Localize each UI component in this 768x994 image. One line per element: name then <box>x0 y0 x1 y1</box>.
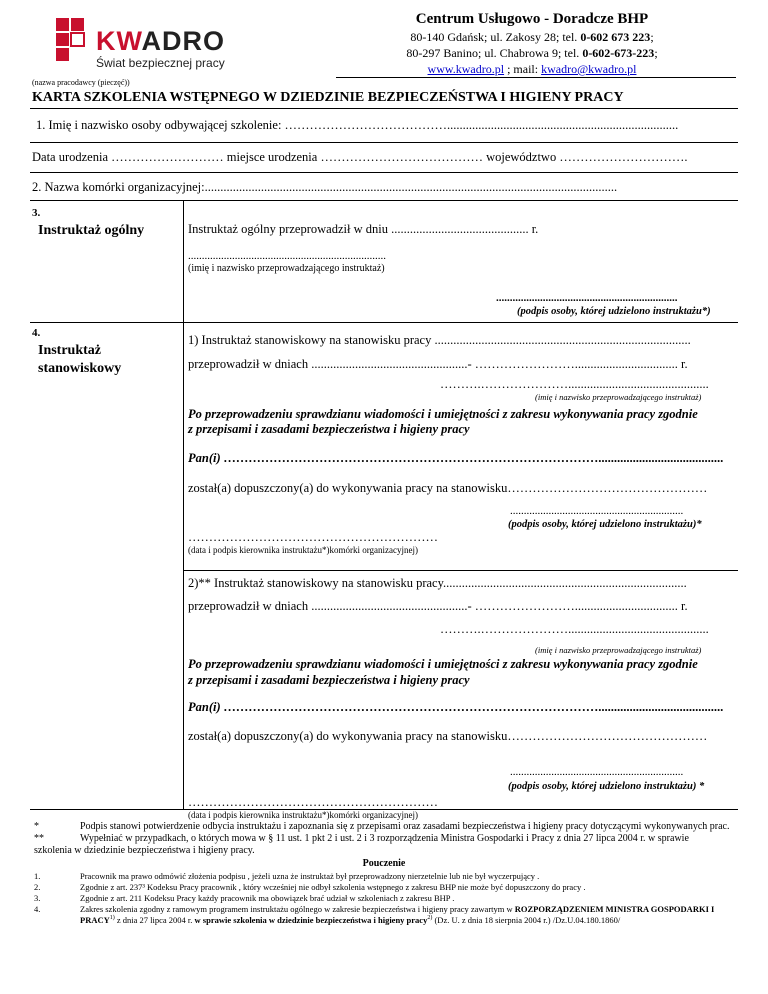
rule-section3 <box>30 322 738 323</box>
address-line-2 <box>332 45 732 61</box>
footnote-dstar-text-b: szkolenia w dziedzinie bezpieczeństwa i higieny pracy. <box>34 845 255 856</box>
general-instructor-dots[interactable]: ........................................................................ <box>188 250 386 262</box>
row-birth-data[interactable]: Data urodzenia ……………………… miejsce urodzenia ………………………………… województwo …………………………. <box>32 150 688 164</box>
rule-title <box>30 108 738 109</box>
footnote-dstar-text-a: Wypełniać w przypadkach, o których mowa w § 11 ust. 1 pkt 2 i ust. 2 i 3 rozporządzenia Ministra Gospodarki i Pracy z dnia 27 lipca 2004 r. w sprawie <box>80 833 689 844</box>
rule-row2 <box>30 172 738 173</box>
address1-pre: 80-140 Gdańsk; ul. Zakosy 28; tel. <box>410 30 581 44</box>
b2-dates-field[interactable]: przeprowadził w dniach ..................................................- ……………………................................. r. <box>188 599 688 613</box>
pouczenie-4-sup2: 2) <box>427 915 433 922</box>
b1-manager-caption: (data i podpis kierownika instruktażu*)komórki organizacyjnej) <box>188 545 419 555</box>
b2-position-field[interactable]: 2)** Instruktaż stanowiskowy na stanowisku pracy.............................................................................. <box>188 576 687 590</box>
logo-w: W <box>116 26 142 56</box>
b2-verdict-line2: z przepisami i zasadami bezpieczeństwa i higieny pracy <box>188 673 470 687</box>
b2-manager-dots[interactable]: …………………………………………………… <box>188 795 438 809</box>
footnote-star-mark: * <box>34 821 39 832</box>
b1-admitted-field[interactable]: został(a) dopuszczony(a) do wykonywania pracy na stanowisku………………………………………… <box>188 481 708 495</box>
general-date-field[interactable]: Instruktaż ogólny przeprowadził w dniu ............................................ r. <box>188 222 539 236</box>
pouczenie-3-text: Zgodnie z art. 211 Kodeksu Pracy każdy pracownik ma obowiązek brać udział w szkoleniach z zakresu BHP . <box>80 893 455 903</box>
pouczenie-3-num: 3. <box>34 893 41 903</box>
row-org-unit[interactable]: 2. Nazwa komórki organizacyjnej:.................................................................................................................................... <box>32 180 618 194</box>
b1-dates-field[interactable]: przeprowadził w dniach ..................................................- ……………………................................. r. <box>188 357 688 371</box>
b1-signature-dots[interactable]: ............................................................... <box>510 505 684 517</box>
section4-heading-line1: Instruktaż <box>38 343 102 358</box>
b1-pan-field[interactable]: Pan(i) ………………………………………………………………………………........................................ <box>188 451 724 465</box>
pouczenie-4-line2-bold-b: w sprawie szkolenia w dziedzinie bezpieczeństwa i higieny pracy <box>194 915 428 925</box>
b1-instructor-dots[interactable]: ……….…………………............................................. <box>440 377 709 391</box>
b1-position-field[interactable]: 1) Instruktaż stanowiskowy na stanowisku pracy .................................................................................. <box>188 333 691 347</box>
b2-admitted-field[interactable]: został(a) dopuszczony(a) do wykonywania pracy na stanowisku………………………………………… <box>188 729 708 743</box>
logo-tagline: Świat bezpiecznej pracy <box>96 56 225 70</box>
logo-brand <box>96 26 225 57</box>
b1-verdict-line2: z przepisami i zasadami bezpieczeństwa i higieny pracy <box>188 422 470 436</box>
address2-post: ; <box>654 46 658 60</box>
b2-pan-field[interactable]: Pan(i) ………………………………………………………………………………........................................ <box>188 700 724 714</box>
pouczenie-1-text: Pracownik ma prawo odmówić złożenia podpisu , jeżeli uzna że instruktaż był przeprowadzony nierzetelnie lub nie był wyczerpujący . <box>80 871 540 881</box>
rule-row1 <box>30 142 738 143</box>
pouczenie-4-text <box>80 904 714 914</box>
section3-heading: Instruktaż ogólny <box>38 223 145 238</box>
employer-stamp-caption: (nazwa pracodawcy (pieczęć)) <box>32 78 130 87</box>
footnote-star-text: Podpis stanowi potwierdzenie odbycia instruktażu i zapoznania się z przepisami oraz zasadami bezpieczeństwa i higieny pracy dotyczącymi wykonywanych prac. <box>80 821 730 832</box>
email-link[interactable]: kwadro@kwadro.pl <box>541 62 637 76</box>
b2-signature-caption: (podpis osoby, której udzielono instruktażu) * <box>508 781 705 792</box>
form-title: KARTA SZKOLENIA WSTĘPNEGO W DZIEDZINIE BEZPIECZEŃSTWA I HIGIENY PRACY <box>32 90 624 105</box>
b2-signature-dots[interactable]: ............................................................... <box>510 766 684 778</box>
section3-number: 3. <box>32 207 41 219</box>
mail-sep: ; mail: <box>504 62 542 76</box>
rule-row3 <box>30 200 738 201</box>
b1-instructor-caption: (imię i nazwisko przeprowadzającego instruktaż) <box>535 392 702 402</box>
logo-squares-icon <box>56 18 96 64</box>
address-line-1 <box>332 29 732 45</box>
b1-manager-dots[interactable]: …………………………………………………… <box>188 530 438 544</box>
general-instructor-caption: (imię i nazwisko przeprowadzającego instruktaż) <box>188 263 385 274</box>
company-name: Centrum Usługowo - Doradcze BHP <box>415 11 649 27</box>
section4-heading-line2: stanowiskowy <box>38 361 122 376</box>
pouczenie-4-text-a: Zakres szkolenia zgodny z ramowym programem instruktażu ogólnego w zakresie bezpieczeństwa i higieny pracy zawartym w <box>80 904 515 914</box>
pouczenie-2-num: 2. <box>34 882 41 892</box>
website-link[interactable]: www.kwadro.pl <box>427 62 505 76</box>
general-signature-caption: (podpis osoby, której udzielono instruktażu*) <box>517 306 711 317</box>
pouczenie-title: Pouczenie <box>362 858 406 869</box>
pouczenie-4-line2-bold-a: PRACY <box>80 915 110 925</box>
b2-instructor-dots[interactable]: ……….…………………............................................. <box>440 622 709 636</box>
section4-heading <box>38 342 121 378</box>
pouczenie-4-line2-end: (Dz. U. z dnia 18 sierpnia 2004 r.) /Dz.U.04.180.1860/ <box>432 915 621 925</box>
footnote-dstar-mark: ** <box>34 833 44 844</box>
pouczenie-4-line2-mid: z dnia 27 lipca 2004 r. <box>114 915 195 925</box>
pouczenie-4-line2 <box>80 915 620 925</box>
company-header <box>332 10 732 77</box>
header-divider <box>336 77 736 78</box>
address1-post: ; <box>650 30 654 44</box>
b1-verdict-line1: Po przeprowadzeniu sprawdzianu wiadomości i umiejętności z zakresu wykonywania pracy zgodnie <box>188 407 698 421</box>
pouczenie-2-text: Zgodnie z art. 237³ Kodeksu Pracy pracownik , który wcześniej nie odbył szkolenia wstępnego z zakresu BHP nie może być dopuszczony do pracy . <box>80 882 586 892</box>
row-trainee-name[interactable]: 1. Imię i nazwisko osoby odbywającej szkolenie: ………………………………….......................................................................... <box>36 118 679 132</box>
rule-block1 <box>183 570 738 571</box>
logo-rest: ADRO <box>141 26 225 56</box>
pouczenie-4-bold: ROZPORZĄDZENIEM MINISTRA GOSPODARKI I <box>514 904 715 914</box>
section4-number: 4. <box>32 327 41 339</box>
company-logo <box>56 12 234 70</box>
address2-pre: 80-297 Banino; ul. Chabrowa 9; tel. <box>406 46 583 60</box>
address2-tel: 0-602-673-223 <box>582 46 655 60</box>
b2-verdict-line1: Po przeprowadzeniu sprawdzianu wiadomości i umiejętności z zakresu wykonywania pracy zgodnie <box>188 657 698 671</box>
contact-line <box>332 61 732 77</box>
column-divider <box>183 200 184 809</box>
pouczenie-4-sup1: 1) <box>109 915 115 922</box>
pouczenie-4-num: 4. <box>34 904 41 914</box>
logo-k: K <box>96 26 117 56</box>
general-signature-dots[interactable]: .................................................................. <box>496 292 678 304</box>
address1-tel: 0-602 673 223 <box>580 30 651 44</box>
b2-manager-caption: (data i podpis kierownika instruktażu*)komórki organizacyjnej) <box>188 810 419 820</box>
b1-signature-caption: (podpis osoby, której udzielono instruktażu)* <box>508 519 702 530</box>
pouczenie-1-num: 1. <box>34 871 41 881</box>
b2-instructor-caption: (imię i nazwisko przeprowadzającego instruktaż) <box>535 645 702 655</box>
